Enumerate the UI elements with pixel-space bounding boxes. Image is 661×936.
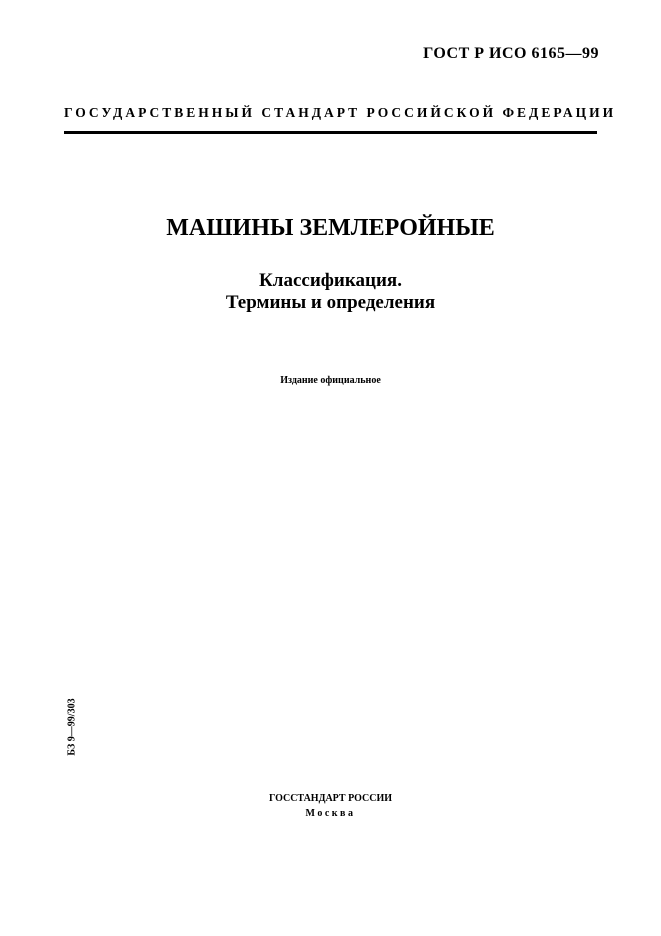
header-divider [64, 131, 597, 134]
document-subtitle [0, 270, 661, 314]
edition-note: Издание официальное [280, 375, 381, 386]
subtitle-line-1: Классификация. [259, 270, 402, 291]
government-standard-heading: ГОСУДАРСТВЕННЫЙ СТАНДАРТ РОССИЙСКОЙ ФЕДЕРАЦИИ [64, 105, 617, 120]
document-code: ГОСТ Р ИСО 6165—99 [423, 45, 599, 62]
side-registration-code [62, 694, 82, 760]
subtitle-line-2: Термины и определения [225, 292, 436, 313]
document-title: МАШИНЫ ЗЕМЛЕРОЙНЫЕ [166, 215, 495, 241]
side-code-text: БЗ 9—99/303 [66, 698, 78, 756]
publisher-name: ГОССТАНДАРТ РОССИИ [268, 793, 393, 804]
publication-city: Москва [305, 808, 356, 819]
